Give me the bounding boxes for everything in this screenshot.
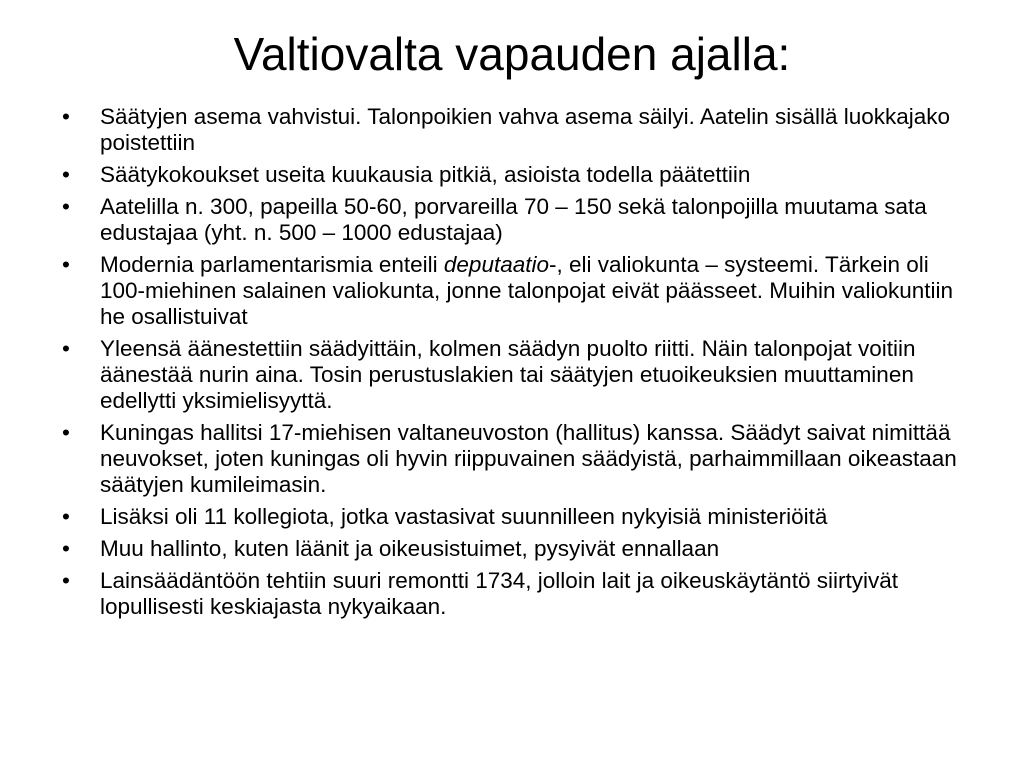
- bullet-list: [62, 104, 974, 626]
- bullet-text: Muu hallinto, kuten läänit ja oikeusistuimet, pysyivät ennallaan: [100, 536, 720, 561]
- list-item: [62, 194, 974, 246]
- bullet-text: Lainsäädäntöön tehtiin suuri remontti 1734, jolloin lait ja oikeuskäytäntö siirtyivät lopullisesti keskiajasta nykyaikaan.: [100, 568, 898, 619]
- bullet-icon: •: [62, 194, 70, 219]
- bullet-icon: •: [62, 568, 70, 593]
- bullet-icon: •: [62, 104, 70, 129]
- bullet-icon: •: [62, 504, 70, 529]
- bullet-text-after: -, eli valiokunta – systeemi. Tärkein oli 100-miehinen salainen valiokunta, jonne talonpojat eivät päässeet. Muihin valiokuntiin he osallistuivat: [100, 252, 954, 329]
- bullet-text: [100, 252, 974, 330]
- bullet-text-before: Modernia parlamentarismia enteili: [100, 252, 444, 277]
- list-item: [62, 536, 974, 562]
- list-item: [62, 336, 974, 414]
- bullet-icon: •: [62, 162, 70, 187]
- list-item: [62, 162, 974, 188]
- bullet-icon: •: [62, 336, 70, 361]
- bullet-text: Säätykokoukset useita kuukausia pitkiä, asioista todella päätettiin: [100, 162, 751, 187]
- bullet-text: Aatelilla n. 300, papeilla 50-60, porvareilla 70 – 150 sekä talonpojilla muutama sata edustajaa (yht. n. 500 – 1000 edustajaa): [100, 194, 927, 245]
- bullet-text: Kuningas hallitsi 17-miehisen valtaneuvoston (hallitus) kanssa. Säädyt saivat nimittää neuvokset, joten kuningas oli hyvin riippuvainen säädyistä, parhaimmillaan oikeastaan säätyjen kumileimasin.: [100, 420, 957, 497]
- slide-title: Valtiovalta vapauden ajalla:: [233, 28, 791, 80]
- bullet-text: Säätyjen asema vahvistui. Talonpoikien vahva asema säilyi. Aatelin sisällä luokkajako poistettiin: [100, 104, 951, 155]
- list-item: [62, 104, 974, 156]
- list-item: [62, 420, 974, 498]
- bullet-icon: •: [62, 420, 70, 445]
- bullet-text-emphasis: deputaatio: [443, 252, 550, 277]
- list-item: [62, 504, 974, 530]
- bullet-icon: •: [62, 536, 70, 561]
- bullet-icon: •: [62, 252, 70, 277]
- list-item: [62, 568, 974, 620]
- bullet-text: Yleensä äänestettiin säädyittäin, kolmen säädyn puolto riitti. Näin talonpojat voitiin äänestää nurin aina. Tosin perustuslakien tai säätyjen etuoikeuksien muuttaminen edellytti yksimielisyyttä.: [100, 336, 916, 413]
- list-item: [62, 252, 974, 330]
- bullet-text: Lisäksi oli 11 kollegiota, jotka vastasivat suunnilleen nykyisiä ministeriöitä: [100, 504, 828, 529]
